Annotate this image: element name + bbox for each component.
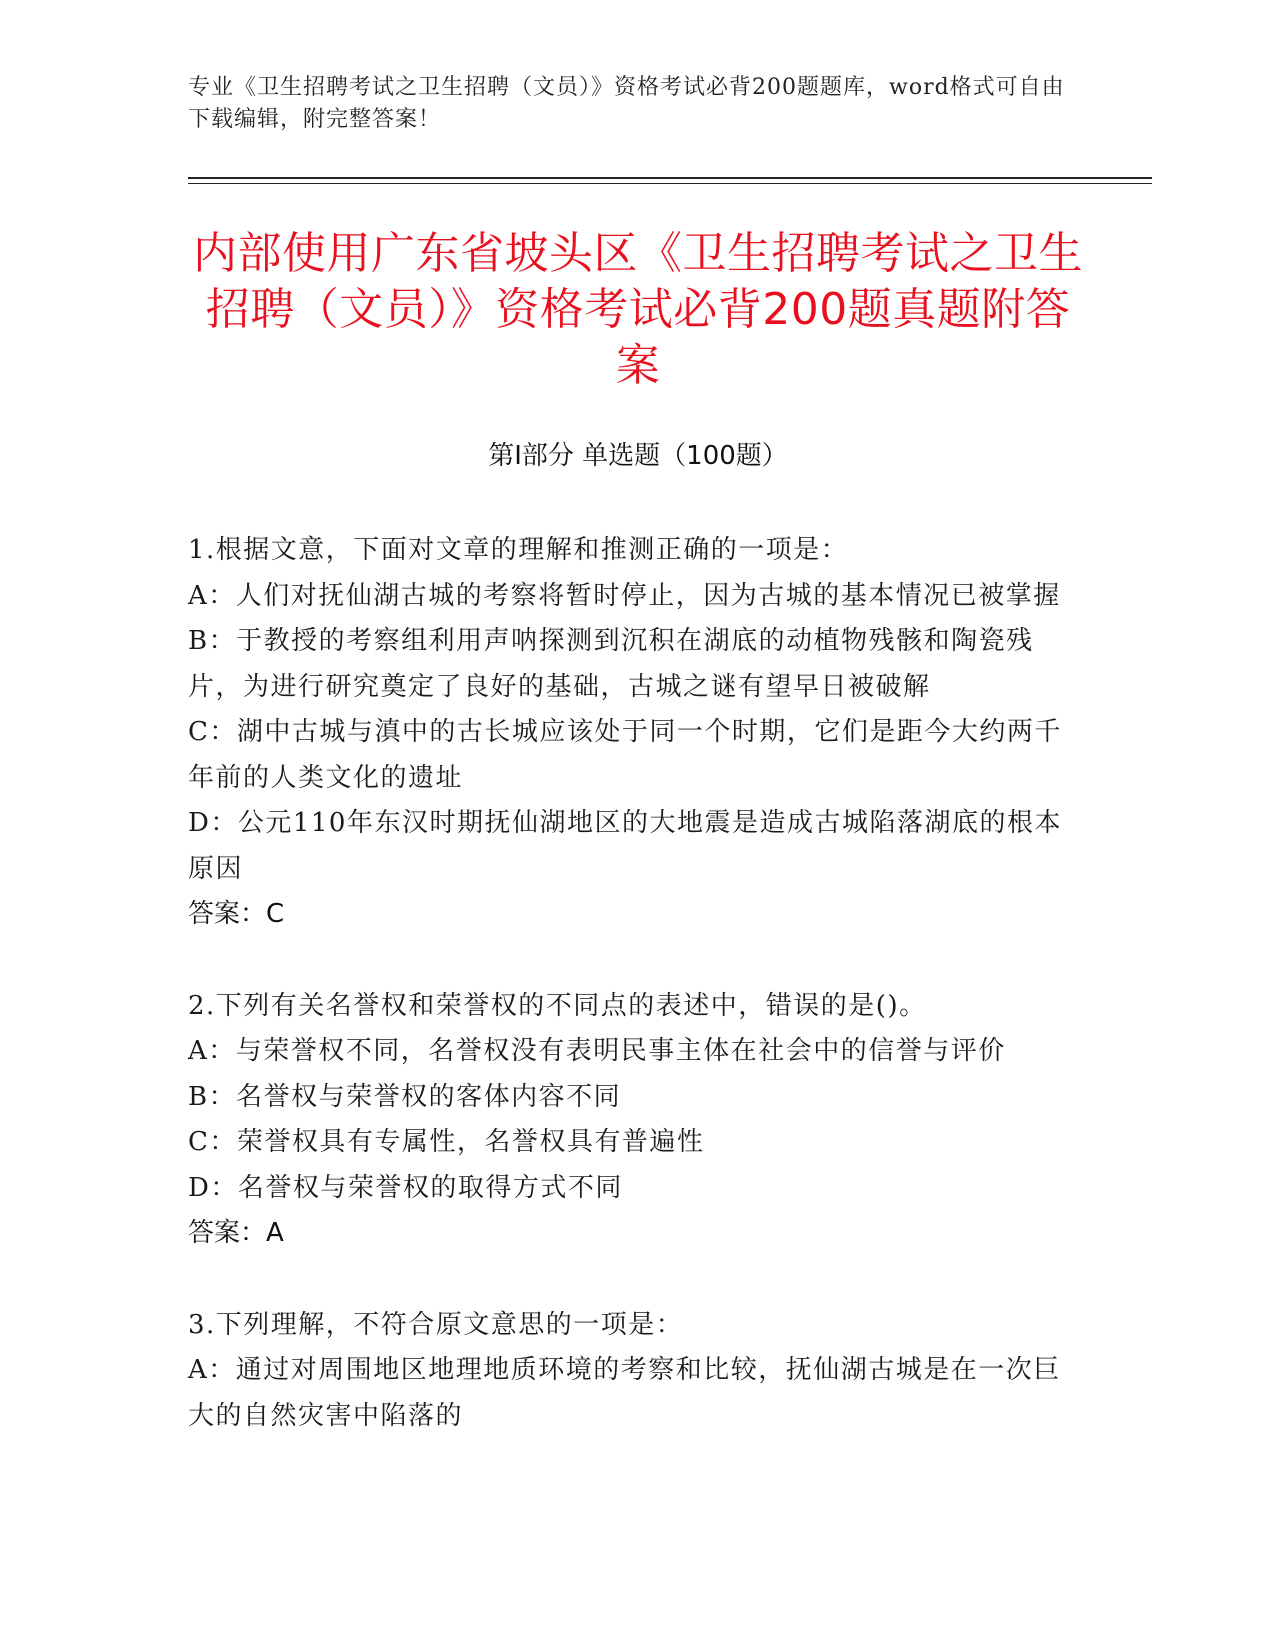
option-c: C：荣誉权具有专属性，名誉权具有普遍性 bbox=[188, 1127, 705, 1157]
header-divider-thick bbox=[188, 177, 1152, 179]
question-item-2 bbox=[188, 984, 1088, 1257]
question-stem: 2.下列有关名誉权和荣誉权的不同点的表述中，错误的是()。 bbox=[188, 990, 927, 1021]
question-item-1 bbox=[188, 528, 1088, 938]
option-a: A：人们对抚仙湖古城的考察将暂时停止，因为古城的基本情况已被掌握 bbox=[188, 580, 1061, 611]
answer-line: 答案：A bbox=[188, 1218, 284, 1248]
answer-line: 答案：C bbox=[188, 899, 285, 929]
question-stem: 3.下列理解，不符合原文意思的一项是： bbox=[188, 1309, 684, 1340]
section-heading: 第Ⅰ部分 单选题（100题） bbox=[488, 441, 788, 471]
question-item-3 bbox=[188, 1303, 1088, 1440]
option-b: B：于教授的考察组利用声呐探测到沉积在湖底的动植物残骸和陶瓷残片，为进行研究奠定了良好的基础，古城之谜有望早日被破解 bbox=[188, 626, 1034, 702]
option-a: A：通过对周围地区地理地质环境的考察和比较，抚仙湖古城是在一次巨大的自然灾害中陷落的 bbox=[188, 1355, 1061, 1431]
option-a: A：与荣誉权不同，名誉权没有表明民事主体在社会中的信誉与评价 bbox=[188, 1036, 1006, 1066]
header-divider-thin bbox=[188, 183, 1152, 184]
option-d: D：公元110年东汉时期抚仙湖地区的大地震是造成古城陷落湖底的根本原因 bbox=[188, 808, 1062, 884]
document-title: 内部使用广东省坡头区《卫生招聘考试之卫生招聘（文员）》资格考试必背200题真题附答案 bbox=[193, 228, 1083, 391]
question-stem: 1.根据文意，下面对文章的理解和推测正确的一项是： bbox=[188, 535, 849, 565]
option-d: D：名誉权与荣誉权的取得方式不同 bbox=[188, 1172, 623, 1203]
option-b: B：名誉权与荣誉权的客体内容不同 bbox=[188, 1081, 622, 1112]
header-note: 专业《卫生招聘考试之卫生招聘（文员）》资格考试必背200题题库，word格式可自由下载编辑，附完整答案！ bbox=[188, 75, 1065, 132]
question-list bbox=[188, 528, 1088, 1485]
option-c: C：湖中古城与滇中的古长城应该处于同一个时期，它们是距今大约两千年前的人类文化的遗址 bbox=[188, 717, 1062, 793]
